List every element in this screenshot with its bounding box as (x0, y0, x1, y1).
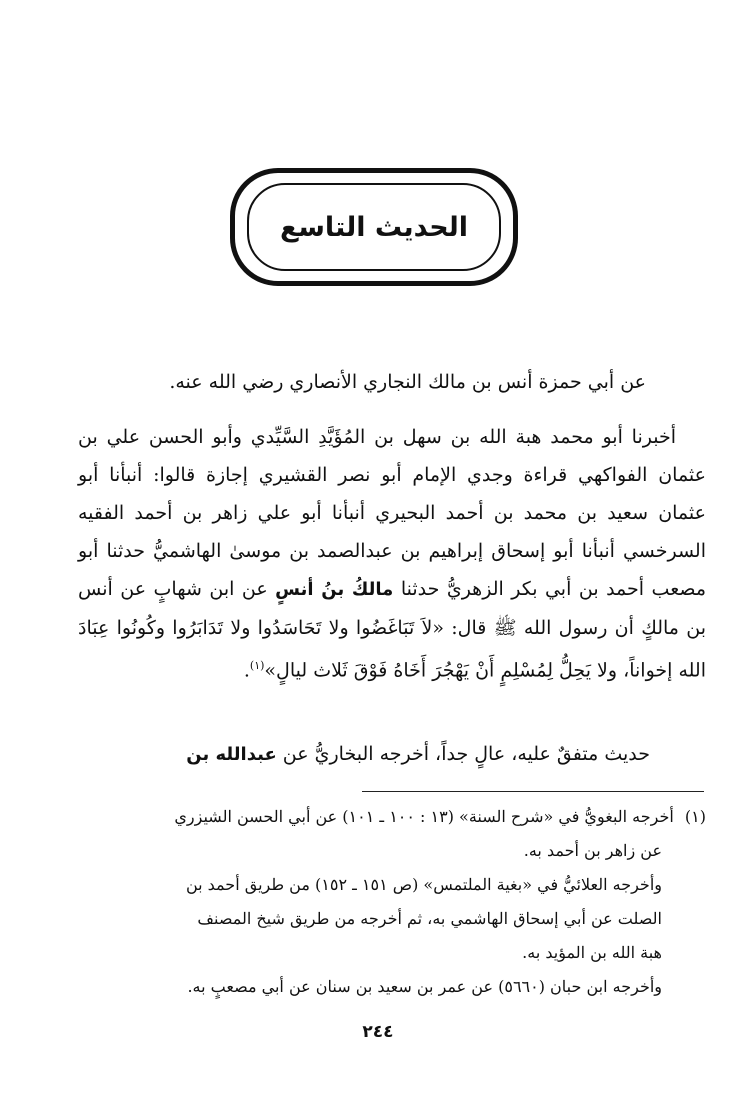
footnote-line: الصلت عن أبي إسحاق الهاشمي به، ثم أخرجه من طريق شيخ المصنف (197, 909, 662, 928)
isnad-end: . (243, 659, 250, 682)
isnad-paragraph (78, 418, 706, 689)
footnote-line: وأخرجه ابن حبان (٥٦٦٠) عن عمر بن سعيد بن سنان عن أبي مصعبٍ به. (187, 977, 662, 996)
intro-paragraph (80, 362, 676, 402)
commentary-bold-name: عبدالله بن (186, 744, 277, 765)
commentary-paragraph (78, 736, 680, 773)
footnote-text: أخرجه البغويُّ في «شرح السنة» (١٣ : ١٠٠ ـ ١٠١) عن أبي الحسن الشيزري (174, 807, 674, 826)
intro-text: عن أبي حمزة أنس بن مالك النجاري الأنصاري رضي الله عنه. (169, 371, 646, 393)
chapter-title: الحديث التاسع (279, 211, 469, 243)
isnad-text-part2: عن ابن شهابٍ عن أنس بن مالكٍ أن رسول الله ﷺ قال: «لاَ تَبَاغَضُوا ولا تَحَاسَدُوا ولا تَدَابَرُوا وكُونُوا عِبَادَ الله إخواناً، ولا يَحِلُّ لِمُسْلِمٍ أَنْ يَهْجُرَ أَخَاهُ فَوْقَ ثَلاث ليالٍ» (78, 578, 706, 682)
title-frame (230, 168, 518, 286)
footnote-reference: (١) (249, 659, 265, 672)
commentary-text: حديث متفقٌ عليه، عالٍ جداً، أخرجه البخاريُّ عن (282, 743, 650, 765)
footnote-line: هبة الله بن المؤيد به. (522, 943, 662, 962)
footnotes-section (74, 800, 706, 1004)
page-number: ٢٤٤ (362, 1022, 394, 1042)
footnote-line (74, 800, 706, 834)
footnote-line: وأخرجه العلائيُّ في «بغية الملتمس» (ص ١٥١ ـ ١٥٢) من طريق أحمد بن (185, 875, 662, 894)
footnote-line: عن زاهر بن أحمد به. (523, 841, 662, 860)
title-frame-inner (247, 183, 501, 271)
footnote-divider (362, 791, 704, 792)
isnad-text-part1: أخبرنا أبو محمد هبة الله بن سهل بن المُؤَيَّدِ السَّيِّدي وأبو الحسن علي بن عثمان الفواكهي قراءة وجدي الإمام أبو نصر القشيري إجازة قالوا: أنبأنا أبو عثمان سعيد بن محمد بن أحمد البحيري أنبأنا أبو علي زاهر بن أحمد الفقيه السرخسي أنبأنا أبو إسحاق إبراهيم بن عبدالصمد بن موسىٰ الهاشميُّ حدثنا أبو مصعب أحمد بن أبي بكر الزهريُّ حدثنا (78, 426, 707, 600)
isnad-bold-narrator: مالكُ بنُ أنسٍ (275, 579, 394, 600)
footnote-marker: (١) (684, 807, 706, 826)
